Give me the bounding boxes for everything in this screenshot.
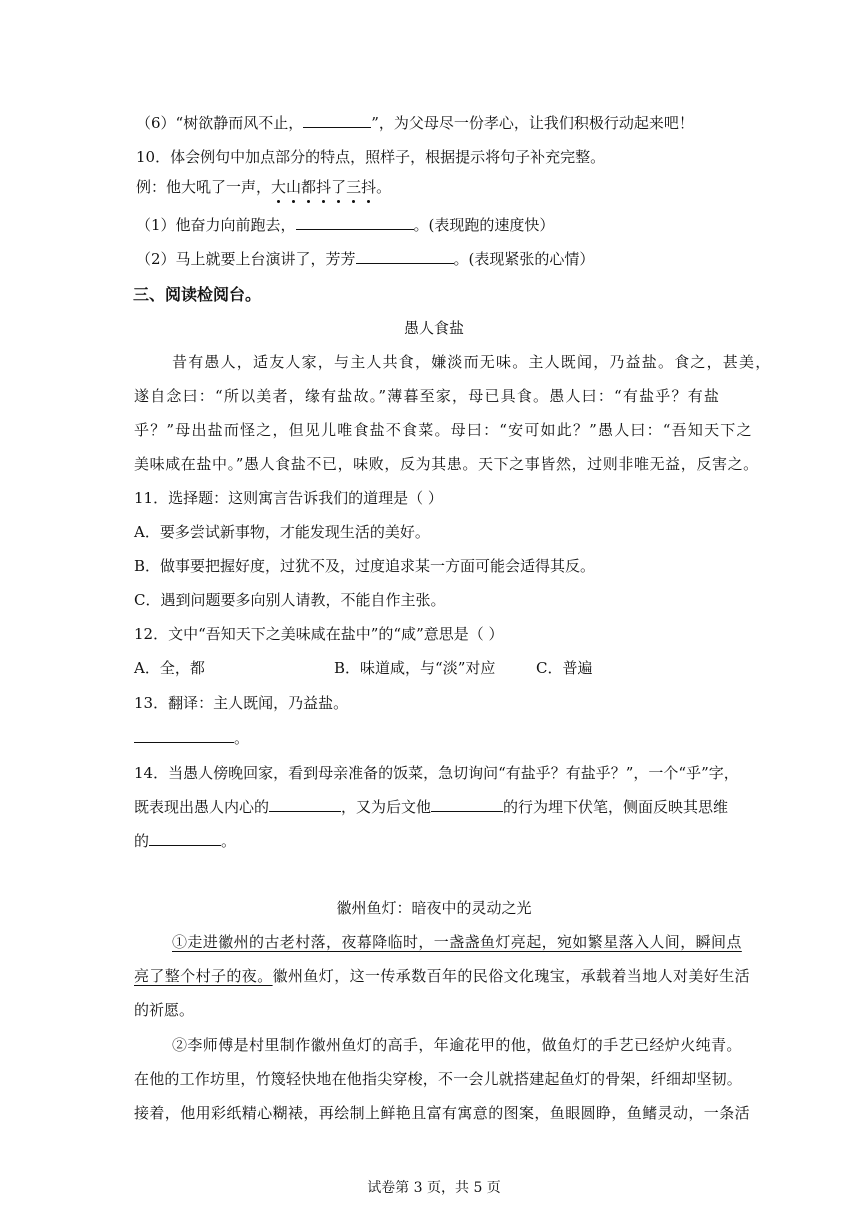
passage2-p1-line-1: ①走进徽州的古老村落，夜幕降临时，一盏盏鱼灯亮起，宛如繁星落入人间，瞬间点	[172, 933, 742, 951]
question-11-text: 11．选择题：这则寓言告诉我们的道理是（ ）	[134, 489, 443, 507]
q14-line3-a: 的	[134, 832, 150, 850]
question-14-line-3	[134, 831, 236, 851]
q11-option-c[interactable]: C．遇到问题要多向别人请教，不能自作主张。	[134, 591, 446, 609]
q6-suffix: ”，为父母尽一份孝心，让我们积极行动起来吧！	[371, 114, 694, 132]
passage1-title: 愚人食盐	[403, 319, 464, 337]
question-12-text: 12．文中“吾知天下之美味咸在盐中”的“咸”意思是（ ）	[134, 625, 504, 643]
question-14-line-2	[134, 797, 728, 817]
section-3-heading: 三、阅读检阅台。	[133, 285, 262, 304]
q10-sub2-prefix: （2）马上就要上台演讲了，芳芳	[136, 250, 356, 268]
emphasis-dot-char: 抖	[316, 178, 332, 196]
q6-answer-blank[interactable]	[303, 113, 371, 128]
emphasis-dot-char: 都	[301, 178, 317, 196]
passage2-p1-rest: 徽州鱼灯，这一传承数百年的民俗文化瑰宝，承载着当地人对美好生活	[272, 967, 751, 985]
q14-line3-b: 。	[221, 832, 237, 850]
q10-sub1-blank[interactable]	[296, 215, 414, 230]
passage1-line-1: 昔有愚人，适友人家，与主人共食，嫌淡而无味。主人既闻，乃益盐。食之，甚美，	[172, 353, 772, 371]
passage1-line-2: 遂自念曰：“所以美者，缘有盐故。”薄暮至家，母已具食。愚人曰：“有盐乎？有盐	[134, 387, 721, 405]
q14-blank-1[interactable]	[269, 797, 341, 812]
passage2-p1-line-2	[134, 966, 750, 986]
q10-sub2-suffix: 。(表现紧张的心情）	[453, 250, 595, 268]
question-14-line-1: 14．当愚人傍晚回家，看到母亲准备的饭菜，急切询问“有盐乎？有盐乎？”，一个“乎”字，	[134, 764, 739, 782]
passage2-title: 徽州鱼灯：暗夜中的灵动之光	[336, 899, 532, 917]
q14-blank-3[interactable]	[149, 831, 221, 846]
emphasis-dot-char: 大	[271, 178, 287, 196]
q13-answer-blank[interactable]	[134, 728, 234, 743]
q13-end: 。	[234, 729, 250, 747]
q10-example-end: 。	[376, 178, 392, 196]
q14-line2-c: 的行为埋下伏笔，侧面反映其思维	[503, 798, 729, 816]
question-10-text: 10．体会例句中加点部分的特点，照样子，根据提示将句子补充完整。	[136, 148, 606, 166]
q12-option-a[interactable]: A．全，都	[134, 659, 205, 677]
question-13-text: 13．翻译：主人既闻，乃益盐。	[134, 694, 349, 712]
q10-sub1-suffix: 。(表现跑的速度快）	[413, 216, 555, 234]
passage1-line-3: 乎？”母出盐而怪之，但见儿唯食盐不食菜。母曰：“安可如此？”愚人曰：“吾知天下之	[134, 421, 753, 439]
emphasis-dot-char: 山	[286, 178, 302, 196]
q12-option-b[interactable]: B．味道咸，与“淡”对应	[334, 659, 496, 677]
passage1-line-4: 美味咸在盐中。”愚人食盐不已，味败，反为其患。天下之事皆然，过则非唯无益，反害之。	[134, 455, 759, 473]
passage2-p2-line-3: 接着，他用彩纸精心糊裱，再绘制上鲜艳且富有寓意的图案，鱼眼圆睁，鱼鳍灵动，一条活	[134, 1104, 751, 1122]
page-footer: 试卷第 3 页，共 5 页	[367, 1180, 501, 1196]
q10-example	[136, 177, 391, 197]
q10-sub2	[136, 249, 594, 269]
q10-sub1-prefix: （1）他奋力向前跑去，	[136, 216, 296, 234]
q10-example-start: 例：他大吼了一声，	[136, 178, 272, 196]
passage2-p1-line-3: 的祈愿。	[134, 1001, 195, 1019]
q6-prefix: （6）“树欲静而风不止，	[136, 114, 304, 132]
q11-option-a[interactable]: A．要多尝试新事物，才能发现生活的美好。	[134, 523, 430, 541]
q14-line2-a: 既表现出愚人内心的	[134, 798, 270, 816]
q13-answer-line	[134, 728, 249, 748]
emphasis-dot-char: 三	[346, 178, 362, 196]
q11-option-b[interactable]: B．做事要把握好度，过犹不及，过度追求某一方面可能会适得其反。	[134, 557, 596, 575]
passage2-p2-line-2: 在他的工作坊里，竹篾轻快地在他指尖穿梭，不一会儿就搭建起鱼灯的骨架，纤细却坚韧。	[134, 1070, 743, 1088]
q14-line2-b: ，又为后文他	[341, 798, 432, 816]
q10-example-dotted	[271, 178, 376, 196]
question-6	[136, 113, 694, 133]
q12-option-c[interactable]: C．普遍	[536, 659, 593, 677]
passage2-p2-line-1: ②李师傅是村里制作徽州鱼灯的高手，年逾花甲的他，做鱼灯的手艺已经炉火纯青。	[172, 1036, 742, 1054]
q10-sub2-blank[interactable]	[356, 249, 454, 264]
emphasis-dot-char: 抖	[361, 178, 377, 196]
emphasis-dot-char: 了	[331, 178, 347, 196]
q14-blank-2[interactable]	[431, 797, 503, 812]
q10-sub1	[136, 215, 554, 235]
passage2-p1-underlined-end: 亮了整个村子的夜。	[134, 967, 273, 985]
